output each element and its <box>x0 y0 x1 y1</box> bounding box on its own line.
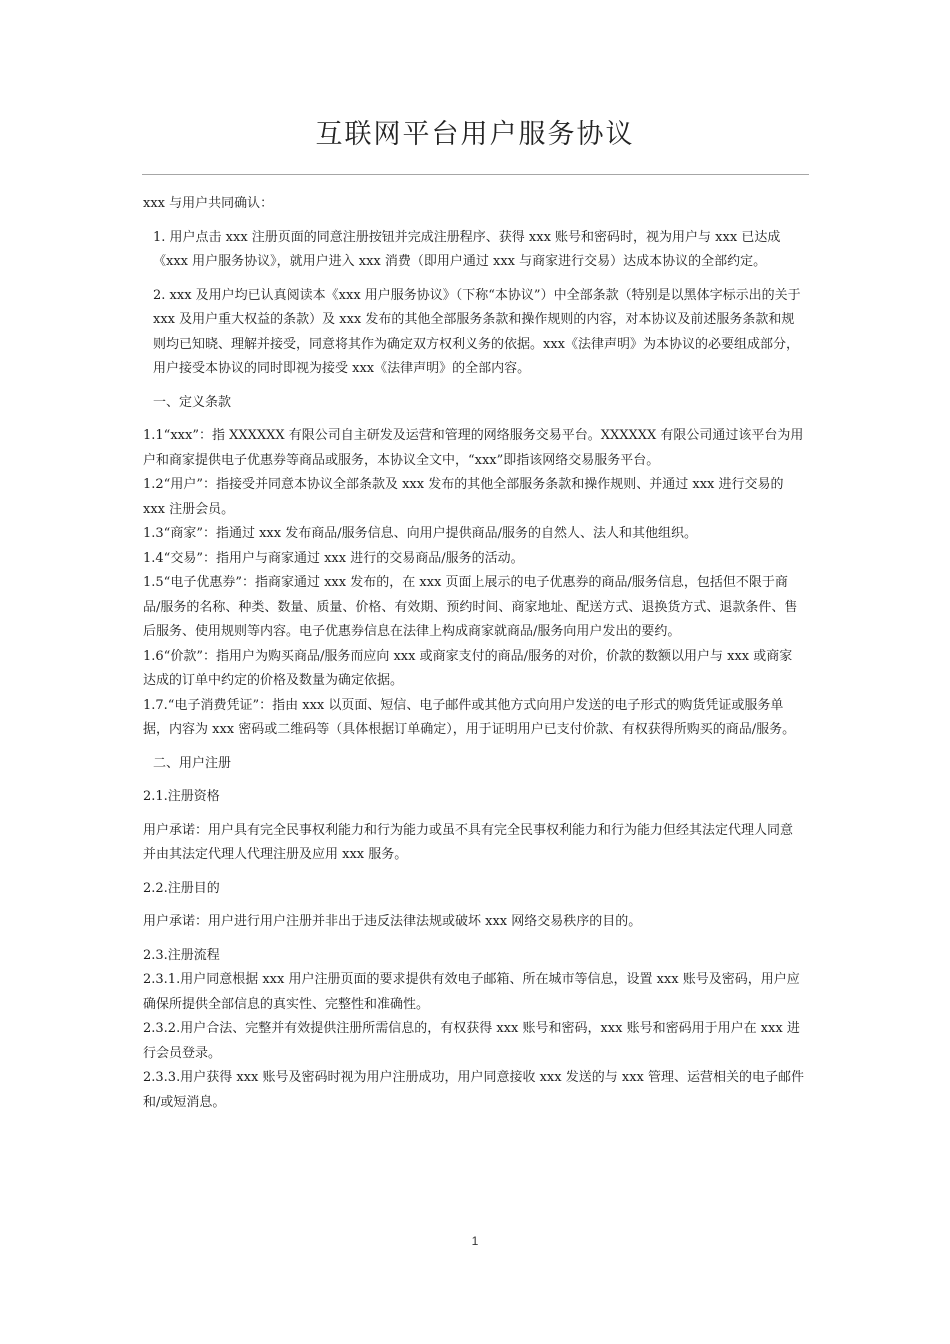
paragraph: 1.3“商家”：指通过 xxx 发布商品/服务信息、向用户提供商品/服务的自然人、法人和其他组织。 <box>143 526 697 541</box>
paragraph: 1.2“用户”：指接受并同意本协议全部条款及 xxx 发布的其他全部服务条款和操作规则、并通过 xxx 进行交易的 xxx 注册会员。 <box>143 477 784 517</box>
paragraph: 1. 用户点击 xxx 注册页面的同意注册按钮并完成注册程序、获得 xxx 账号和密码时，视为用户与 xxx 已达成《xxx 用户服务协议》，就用户进入 xxx 消费（即用户通过 xxx 与商家进行交易）达成本协议的全部约定。 <box>153 229 781 269</box>
paragraph: 用户承诺：用户进行用户注册并非出于违反法律法规或破坏 xxx 网络交易秩序的目的。 <box>143 914 642 929</box>
title-divider <box>142 174 809 175</box>
paragraph: 2.2.注册目的 <box>143 880 220 896</box>
document-body <box>143 192 805 1115</box>
paragraph: 用户承诺：用户具有完全民事权利能力和行为能力或虽不具有完全民事权利能力和行为能力但经其法定代理人同意并由其法定代理人代理注册及应用 xxx 服务。 <box>143 822 794 862</box>
paragraph: 1.5“电子优惠券”：指商家通过 xxx 发布的，在 xxx 页面上展示的电子优惠券的商品/服务信息，包括但不限于商品/服务的名称、种类、数量、质量、价格、有效期、预约时间、商家地址、配送方式、退换货方式、退款条件、售后服务、使用规则等内容。电子优惠券信息在法律上构成商家就商品/服务向用户发出的要约。 <box>143 575 798 639</box>
paragraph: 1.1“xxx”：指 XXXXXX 有限公司自主研发及运营和管理的网络服务交易平台。XXXXXX 有限公司通过该平台为用户和商家提供电子优惠券等商品或服务，本协议全文中，“xxx”即指该网络交易服务平台。 <box>143 428 804 468</box>
paragraph: 2. xxx 及用户均已认真阅读本《xxx 用户服务协议》（下称“本协议”）中全部条款（特别是以黑体字标示出的关于 xxx 及用户重大权益的条款）及 xxx 发布的其他全部服务条款和操作规则的内容，对本协议及前述服务条款和规则均已知晓、理解并接受，同意将其作为确定双方权利义务的依据。xxx《法律声明》为本协议的必要组成部分，用户接受本协议的同时即视为接受 xxx《法律声明》的全部内容。 <box>153 287 801 376</box>
paragraph: 2.3.1.用户同意根据 xxx 用户注册页面的要求提供有效电子邮箱、所在城市等信息，设置 xxx 账号及密码，用户应确保所提供全部信息的真实性、完整性和准确性。 <box>143 972 800 1012</box>
paragraph: 2.1.注册资格 <box>143 789 220 804</box>
paragraph: 1.7.“电子消费凭证”：指由 xxx 以页面、短信、电子邮件或其他方式向用户发送的电子形式的购货凭证或服务单据，内容为 xxx 密码或二维码等（具体根据订单确定），用于证明用户已支付价款、有权获得所购买的商品/服务。 <box>143 697 796 737</box>
paragraph: 二、用户注册 <box>153 755 232 771</box>
page-number: 1 <box>471 1234 479 1248</box>
paragraph: xxx 与用户共同确认： <box>143 196 274 211</box>
paragraph: 1.4“交易”：指用户与商家通过 xxx 进行的交易商品/服务的活动。 <box>143 550 524 566</box>
document-title: 互联网平台用户服务协议 <box>315 119 635 150</box>
paragraph: 2.3.注册流程 <box>143 947 220 963</box>
paragraph: 1.6“价款”：指用户为购买商品/服务而应向 xxx 或商家支付的商品/服务的对价，价款的数额以用户与 xxx 或商家达成的订单中约定的价格及数量为确定依据。 <box>143 648 793 688</box>
paragraph: 一、定义条款 <box>153 394 232 410</box>
paragraph: 2.3.3.用户获得 xxx 账号及密码时视为用户注册成功，用户同意接收 xxx 发送的与 xxx 管理、运营相关的电子邮件和/或短消息。 <box>143 1070 804 1110</box>
paragraph: 2.3.2.用户合法、完整并有效提供注册所需信息的，有权获得 xxx 账号和密码，xxx 账号和密码用于用户在 xxx 进行会员登录。 <box>143 1021 800 1061</box>
